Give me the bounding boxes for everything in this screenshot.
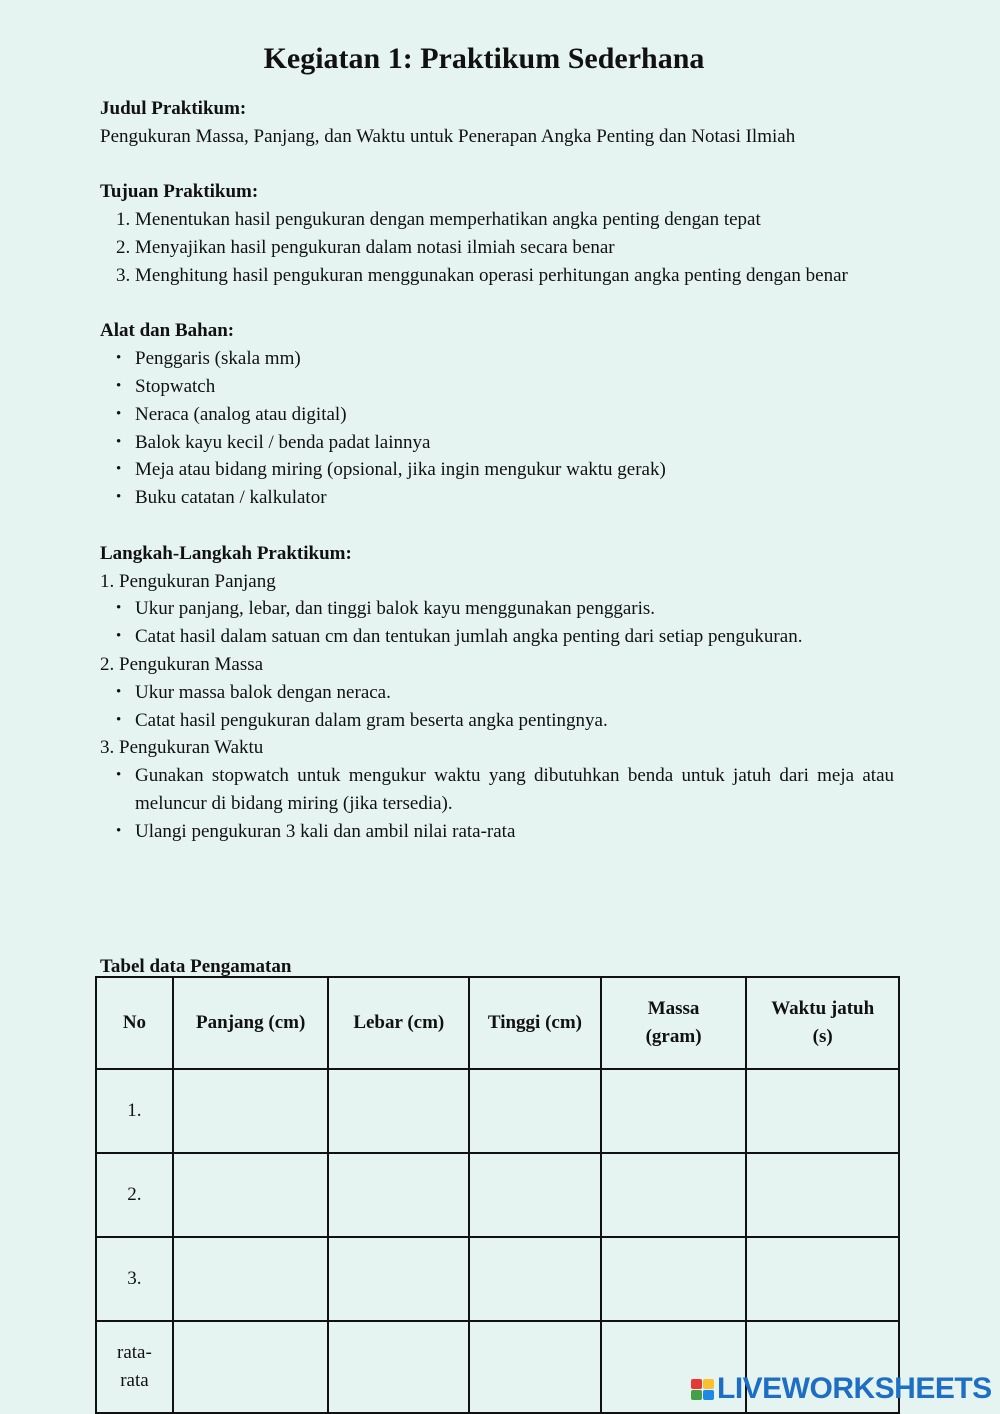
header-tinggi: Tinggi (cm) <box>469 977 601 1069</box>
tujuan-item <box>100 262 894 290</box>
observation-table <box>95 976 900 1414</box>
tujuan-item-number: 1. <box>116 209 131 231</box>
lebar-cell[interactable] <box>328 1237 469 1321</box>
tujuan-item-text: Menghitung hasil pengukuran menggunakan operasi perhitungan angka penting dengan benar <box>135 264 848 286</box>
step-bullet: • Ukur massa balok dengan neraca. <box>100 679 894 707</box>
tujuan-item <box>100 206 894 234</box>
tinggi-cell[interactable] <box>469 1069 601 1153</box>
table-title: Tabel data Pengamatan <box>100 956 292 977</box>
step-bullet: • Gunakan stopwatch untuk mengukur waktu yang dibutuhkan benda untuk jatuh dari meja atau meluncur di bidang miring (jika tersedia). <box>100 762 894 818</box>
judul-text: Pengukuran Massa, Panjang, dan Waktu untuk Penerapan Angka Penting dan Notasi Ilmiah <box>100 125 796 147</box>
table-row <box>96 1153 899 1237</box>
average-label-line1: rata- <box>117 1342 152 1363</box>
tujuan-list <box>100 206 894 289</box>
step-bullet: • Ulangi pengukuran 3 kali dan ambil nilai rata-rata <box>100 818 894 846</box>
logo-square <box>691 1379 702 1389</box>
row-number: 3. <box>96 1237 173 1321</box>
step-bullet: • Catat hasil dalam satuan cm dan tentukan jumlah angka penting dari setiap pengukuran. <box>100 623 894 651</box>
massa-cell[interactable] <box>601 1069 747 1153</box>
tujuan-item <box>100 234 894 262</box>
liveworksheets-logo[interactable] <box>691 1372 992 1406</box>
step-bullet: • Catat hasil pengukuran dalam gram beserta angka pentingnya. <box>100 707 894 735</box>
tujuan-item-number: 2. <box>116 236 131 258</box>
alat-item: • Meja atau bidang miring (opsional, jika ingin mengukur waktu gerak) <box>100 456 894 484</box>
panjang-cell[interactable] <box>173 1153 329 1237</box>
alat-item: • Balok kayu kecil / benda padat lainnya <box>100 429 894 457</box>
waktu-cell[interactable] <box>746 1153 899 1237</box>
header-waktu <box>746 977 899 1069</box>
alat-label: Alat dan Bahan: <box>100 320 235 342</box>
average-label-line2: rata <box>120 1370 149 1391</box>
row-number: 2. <box>96 1153 173 1237</box>
panjang-cell[interactable] <box>173 1237 329 1321</box>
header-massa-line2: (gram) <box>645 1026 702 1047</box>
row-number: 1. <box>96 1069 173 1153</box>
logo-square <box>703 1379 714 1389</box>
step-bullet: • Ukur panjang, lebar, dan tinggi balok kayu menggunakan penggaris. <box>100 595 894 623</box>
step-bullets <box>100 679 894 735</box>
tujuan-item-text: Menyajikan hasil pengukuran dalam notasi ilmiah secara benar <box>135 236 615 258</box>
liveworksheets-logo-text: LIVEWORKSHEETS <box>717 1372 992 1405</box>
header-lebar: Lebar (cm) <box>328 977 469 1069</box>
langkah-label: Langkah-Langkah Praktikum: <box>100 542 352 564</box>
massa-cell[interactable] <box>601 1237 747 1321</box>
lebar-cell[interactable] <box>328 1153 469 1237</box>
table-row <box>96 1069 899 1153</box>
content-flow <box>100 95 894 846</box>
step-bullets <box>100 762 894 845</box>
panjang-cell[interactable] <box>173 1321 329 1413</box>
header-massa <box>601 977 747 1069</box>
table-row <box>96 1237 899 1321</box>
step-bullets <box>100 595 894 651</box>
lebar-cell[interactable] <box>328 1069 469 1153</box>
header-waktu-line1: Waktu jatuh <box>771 998 875 1019</box>
tinggi-cell[interactable] <box>469 1153 601 1237</box>
alat-item: • Buku catatan / kalkulator <box>100 484 894 512</box>
table-header-row <box>96 977 899 1069</box>
lebar-cell[interactable] <box>328 1321 469 1413</box>
waktu-cell[interactable] <box>746 1237 899 1321</box>
tinggi-cell[interactable] <box>469 1237 601 1321</box>
step-title: 1. Pengukuran Panjang <box>100 570 276 592</box>
tujuan-label: Tujuan Praktikum: <box>100 181 259 203</box>
judul-label: Judul Praktikum: <box>100 98 247 119</box>
page-title: Kegiatan 1: Praktikum Sederhana <box>263 42 705 75</box>
tujuan-item-number: 3. <box>116 264 131 286</box>
panjang-cell[interactable] <box>173 1069 329 1153</box>
step-title: 2. Pengukuran Massa <box>100 653 264 675</box>
header-no: No <box>96 977 173 1069</box>
massa-cell[interactable] <box>601 1153 747 1237</box>
header-waktu-line2: (s) <box>812 1026 833 1047</box>
alat-list <box>100 345 894 512</box>
tujuan-item-text: Menentukan hasil pengukuran dengan memperhatikan angka penting dengan tepat <box>135 209 761 231</box>
liveworksheets-logo-icon <box>691 1379 714 1400</box>
header-massa-line1: Massa <box>647 998 700 1019</box>
header-panjang: Panjang (cm) <box>173 977 329 1069</box>
row-average-label <box>96 1321 173 1413</box>
tinggi-cell[interactable] <box>469 1321 601 1413</box>
logo-square <box>703 1390 714 1400</box>
alat-item: • Neraca (analog atau digital) <box>100 401 894 429</box>
alat-item: • Penggaris (skala mm) <box>100 345 894 373</box>
logo-square <box>691 1390 702 1400</box>
step-title: 3. Pengukuran Waktu <box>100 737 264 759</box>
alat-item: • Stopwatch <box>100 373 894 401</box>
waktu-cell[interactable] <box>746 1069 899 1153</box>
